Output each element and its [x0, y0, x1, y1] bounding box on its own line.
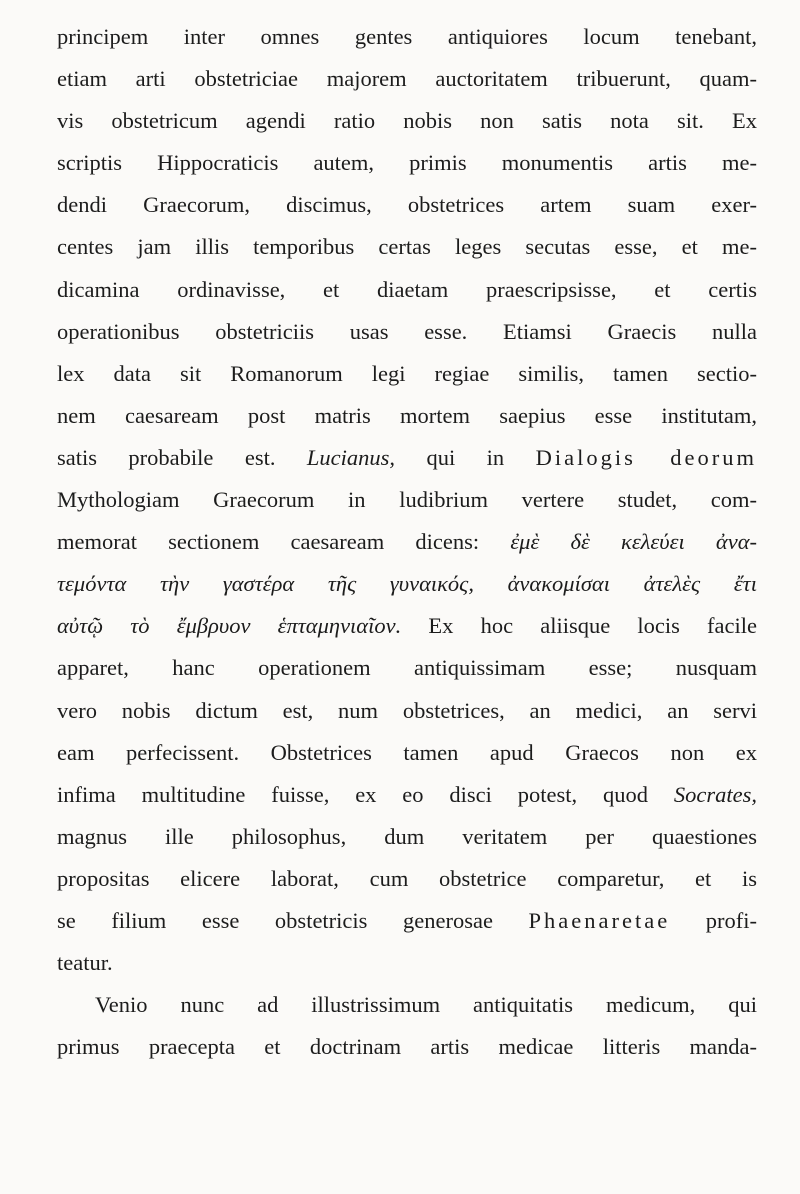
- text-segment: memorat sectionem caesaream dicens:: [57, 529, 480, 555]
- text-line: propositas elicere laborat, cum obstetrice comparetur, et is: [57, 865, 757, 891]
- text-line: dendi Graecorum, discimus, obstetrices artem suam exer-: [57, 192, 757, 218]
- text-line: teatur.: [57, 950, 113, 976]
- text-segment: infima multitudine fuisse, ex eo disci potest, quod: [57, 781, 649, 807]
- text-line: [57, 774, 757, 816]
- text-line: nem caesaream post matris mortem saepius esse institutam,: [57, 402, 757, 428]
- greek-quotation: ἐμὲ δὲ κελεύει ἀνα-: [510, 529, 758, 555]
- text-segment: Ex hoc aliisque locis facile: [428, 613, 757, 639]
- text-line: Mythologiam Graecorum in ludibrium vertere studet, com-: [57, 487, 757, 513]
- text-line: magnus ille philosophus, dum veritatem per quaestiones: [57, 823, 757, 849]
- text-line: dicamina ordinavisse, et diaetam praescripsisse, et certis: [57, 276, 757, 302]
- text-line: principem inter omnes gentes antiquiores locum tenebant,: [57, 24, 757, 49]
- body-text: [57, 16, 757, 1068]
- text-segment: satis probabile est.: [57, 444, 276, 470]
- text-segment: se filium esse obstetricis generosae: [57, 907, 493, 933]
- text-line: lex data sit Romanorum legi regiae similis, tamen sectio-: [57, 360, 757, 386]
- text-line: apparet, hanc operationem antiquissimam esse; nusquam: [57, 655, 757, 681]
- text-segment: profi-: [705, 907, 758, 933]
- spaced-name: Phaenaretae: [528, 907, 671, 933]
- text-line: vero nobis dictum est, num obstetrices, an medici, an servi: [57, 697, 757, 723]
- greek-quotation-line: τεμόντα τὴν γαστέρα τῆς γυναικός, ἀνακομίσαι ἀτελὲς ἔτι: [57, 571, 757, 597]
- greek-quotation: αὐτῷ τὸ ἔμβρυον ἑπταμηνιαῖον.: [57, 613, 402, 639]
- text-line: [57, 437, 757, 479]
- text-line: centes jam illis temporibus certas leges secutas esse, et me-: [57, 234, 757, 260]
- text-line: operationibus obstetriciis usas esse. Etiamsi Graecis nulla: [57, 318, 757, 344]
- person-name: Socrates,: [673, 781, 758, 807]
- text-line: Venio nunc ad illustrissimum antiquitatis medicum, qui: [95, 992, 757, 1018]
- text-segment: qui in: [426, 444, 505, 470]
- text-line: [57, 521, 757, 563]
- author-name: Lucianus,: [306, 444, 396, 470]
- text-line: scriptis Hippocraticis autem, primis monumentis artis me-: [57, 150, 757, 176]
- text-line: [57, 605, 757, 647]
- text-line: primus praecepta et doctrinam artis medicae litteris manda-: [57, 1034, 757, 1060]
- text-line: vis obstetricum agendi ratio nobis non satis nota sit. Ex: [57, 108, 757, 134]
- text-line: eam perfecissent. Obstetrices tamen apud Graecos non ex: [57, 739, 757, 765]
- text-line: [57, 900, 757, 942]
- text-line: etiam arti obstetriciae majorem auctoritatem tribuerunt, quam-: [57, 66, 757, 92]
- spaced-title: Dialogis deorum: [535, 444, 758, 470]
